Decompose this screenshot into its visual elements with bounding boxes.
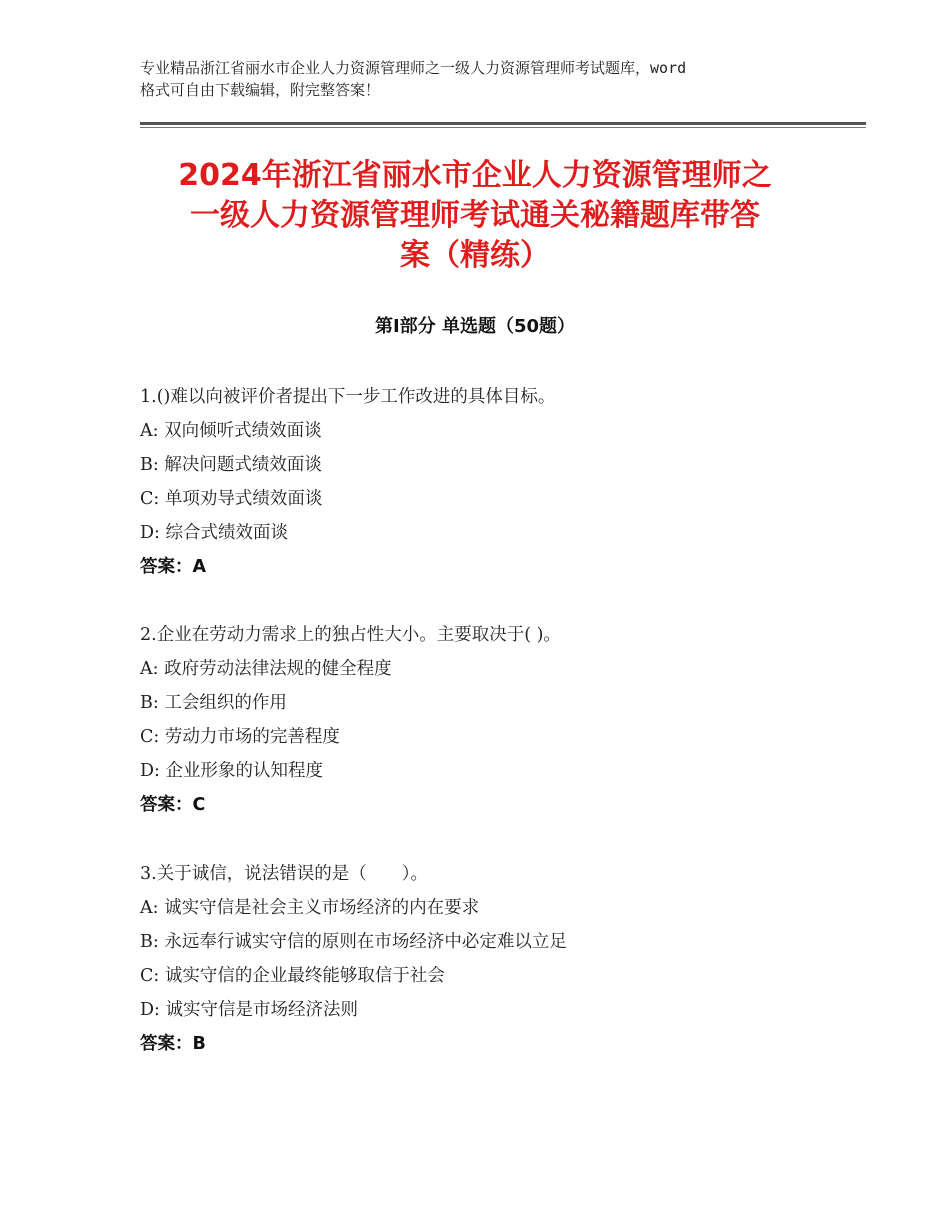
question-2 <box>140 618 840 822</box>
title-line-1: 2024年浙江省丽水市企业人力资源管理师之 <box>178 158 772 193</box>
option-b: B: 永远奉行诚实守信的原则在市场经济中必定难以立足 <box>140 932 567 952</box>
option-b: B: 解决问题式绩效面谈 <box>140 455 322 475</box>
option-d: D: 诚实守信是市场经济法则 <box>140 1000 358 1020</box>
title-line-3: 案（精练） <box>400 238 550 273</box>
question-3 <box>140 857 840 1061</box>
option-c: C: 单项劝导式绩效面谈 <box>140 489 323 509</box>
option-a: A: 诚实守信是社会主义市场经济的内在要求 <box>140 898 480 918</box>
option-c: C: 劳动力市场的完善程度 <box>140 727 340 747</box>
option-c: C: 诚实守信的企业最终能够取信于社会 <box>140 966 445 986</box>
option-b: B: 工会组织的作用 <box>140 693 287 713</box>
question-1 <box>140 380 840 584</box>
option-a: A: 双向倾听式绩效面谈 <box>140 421 322 441</box>
answer-line: 答案：B <box>140 1034 206 1054</box>
answer-line: 答案：A <box>140 557 207 577</box>
option-d: D: 企业形象的认知程度 <box>140 761 323 781</box>
question-stem: 2.企业在劳动力需求上的独占性大小。主要取决于( )。 <box>140 625 561 645</box>
option-d: D: 综合式绩效面谈 <box>140 523 288 543</box>
option-a: A: 政府劳动法律法规的健全程度 <box>140 659 392 679</box>
answer-line: 答案：C <box>140 795 206 815</box>
header-divider-thick <box>140 122 866 125</box>
header-note <box>140 57 830 101</box>
header-divider-thin <box>140 127 866 128</box>
question-stem: 3.关于诚信，说法错误的是（ ）。 <box>140 864 428 884</box>
title-line-2: 一级人力资源管理师考试通关秘籍题库带答 <box>190 198 760 233</box>
question-stem: 1.()难以向被评价者提出下一步工作改进的具体目标。 <box>140 387 556 407</box>
section-heading: 第Ⅰ部分 单选题（50题） <box>374 316 575 337</box>
document-title <box>120 156 830 276</box>
header-note-line-1: 专业精品浙江省丽水市企业人力资源管理师之一级人力资源管理师考试题库，word <box>140 59 687 77</box>
header-note-line-2: 格式可自由下载编辑，附完整答案！ <box>140 81 381 99</box>
